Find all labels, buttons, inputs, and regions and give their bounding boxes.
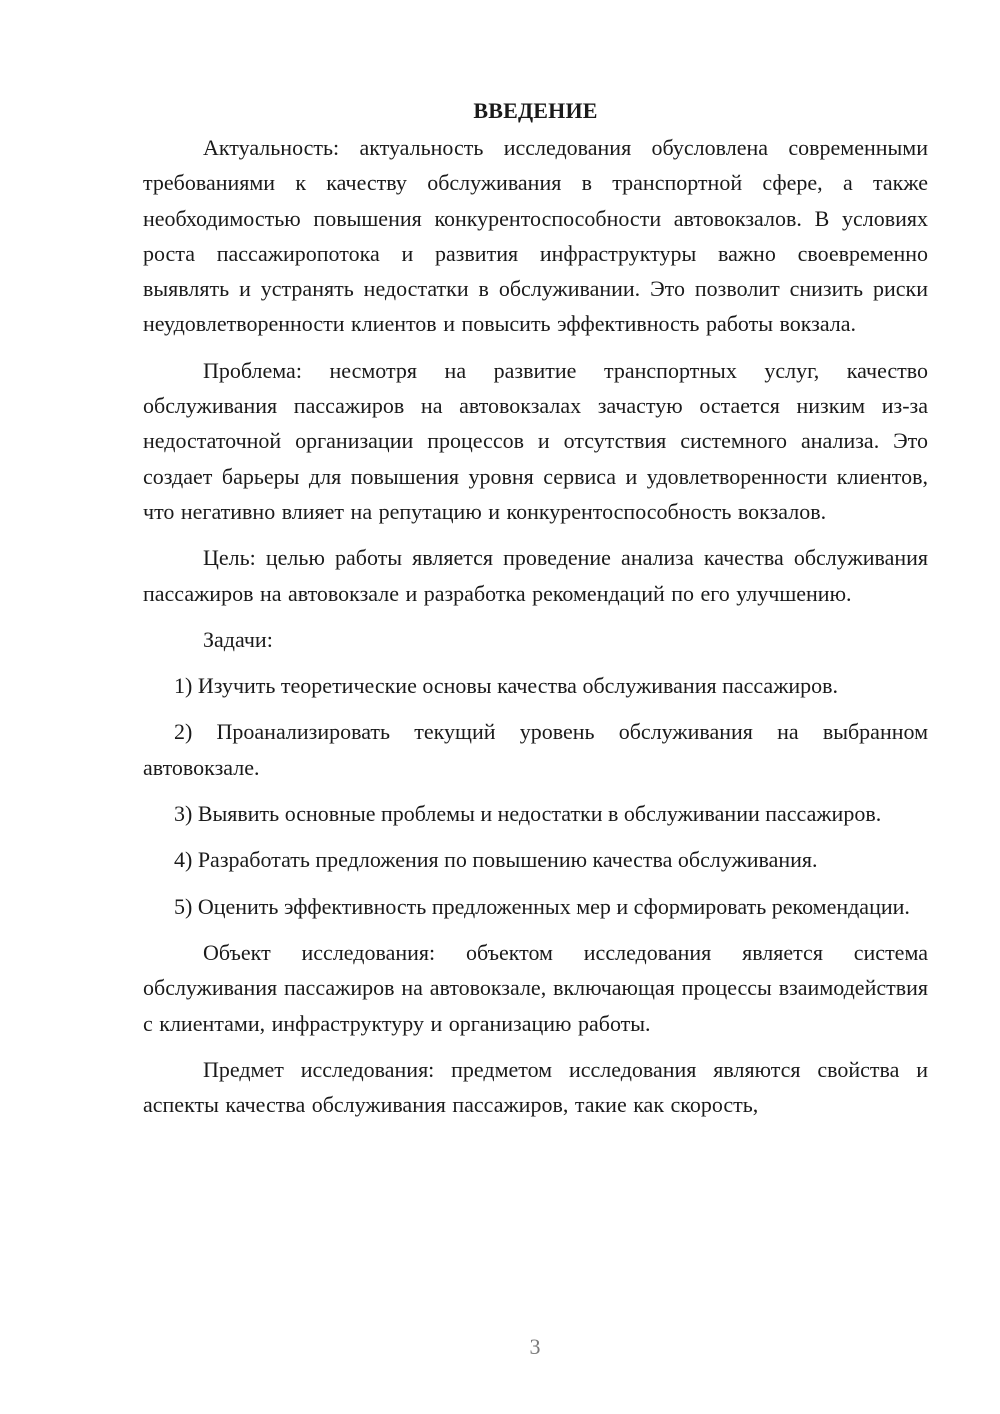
paragraph-problem: Проблема: несмотря на развитие транспортных услуг, качество обслуживания пассажиров на автовокзалах зачастую остается низким из-за недостаточной организации процессов и отсутствия системного анализа. Это создает барьеры для повышения уровня сервиса и удовлетворенности клиентов, что негативно влияет на репутацию и конкурентоспособность вокзалов. <box>143 357 928 524</box>
paragraph-goal: Цель: целью работы является проведение анализа качества обслуживания пассажиров на автовокзале и разработка рекомендаций по его улучшению. <box>143 545 928 606</box>
document-page <box>143 96 928 1122</box>
tasks-heading: Задачи: <box>203 626 273 652</box>
page-number: 3 <box>529 1334 541 1359</box>
list-item: 5) Оценить эффективность предложенных мер и сформировать рекомендации. <box>174 893 910 919</box>
list-item: 3) Выявить основные проблемы и недостатки в обслуживании пассажиров. <box>174 801 882 827</box>
paragraph-object: Объект исследования: объектом исследования является система обслуживания пассажиров на автовокзале, включающая процессы взаимодействия с клиентами, инфраструктуру и организацию работы. <box>143 939 928 1036</box>
tasks-list <box>143 668 928 924</box>
list-item: 2) Проанализировать текущий уровень обслуживания на выбранном автовокзале. <box>143 719 928 780</box>
list-item: 1) Изучить теоретические основы качества обслуживания пассажиров. <box>174 673 839 699</box>
page-title: ВВЕДЕНИЕ <box>473 98 598 123</box>
paragraph-relevance: Актуальность: актуальность исследования обусловлена современными требованиями к качеству обслуживания в транспортной сфере, а также необходимостью повышения конкурентоспособности автовокзалов. В условиях роста пассажиропотока и развития инфраструктуры важно своевременно выявлять и устранять недостатки в обслуживании. Это позволит снизить риски неудовлетворенности клиентов и повысить эффективность работы вокзала. <box>143 135 928 337</box>
paragraph-subject: Предмет исследования: предметом исследования являются свойства и аспекты качества обслуживания пассажиров, такие как скорость, <box>143 1056 928 1118</box>
list-item: 4) Разработать предложения по повышению качества обслуживания. <box>174 847 818 873</box>
